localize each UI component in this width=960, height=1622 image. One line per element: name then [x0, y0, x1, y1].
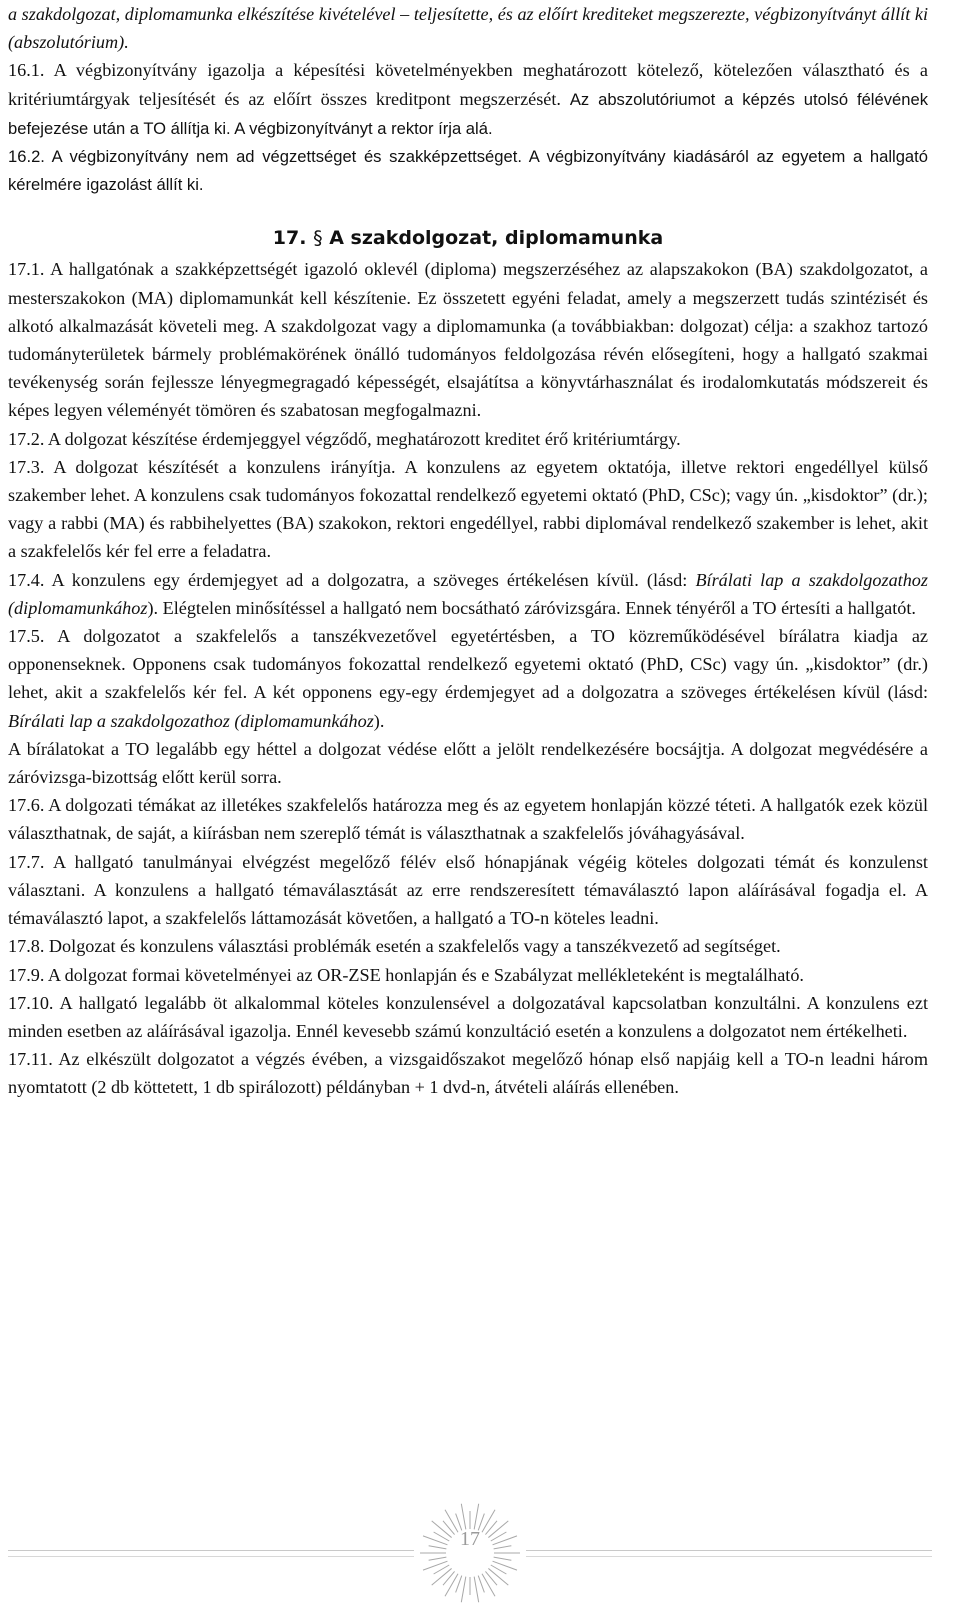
sunburst-ray [456, 1576, 462, 1593]
sunburst-ray [445, 1574, 458, 1597]
paragraph-17-3: 17.3. A dolgozat készítését a konzulens irányítja. A konzulens az egyetem oktatója, illetve rektori engedéllyel külső szakember lehet. A konzulens csak tudományos fokozattal rendelkező egyetemi oktató (PhD, CSc); vagy ún. „kisdoktor” (dr.); vagy a rabbi (MA) és rabbihelyettes (BA) szakokon, rektori engedéllyel, rabbi diplomával rendelkező szakember is lehet, akit a szakfelelős kér fel erre a feladatra. [8, 456, 928, 562]
paragraph-17-6: 17.6. A dolgozati témákat az illetékes szakfelelős határozza meg és az egyetem honlapján közzé téteti. A hallgatók ezek közül választhatnak, de saját, a kiírásban nem szereplő témát is választhatnak a szakfelelős jóváhagyásával. [8, 795, 928, 844]
paragraph-17-5-continued: A bírálatokat a TO legalább egy héttel a dolgozat védése előtt a jelölt rendelkezésére bocsájtja. A dolgozat megvédésére a záróvizsga-bizottság előtt kerül sorra. [8, 738, 928, 788]
sunburst-ray [488, 1568, 508, 1585]
paragraph-17-11: 17.11. Az elkészült dolgozatot a végzés évében, a vizsgaidőszakot megelőző hónap első napjáig kell a TO-n leadni három nyomtatott (2 db köttetett, 1 db spirálozott) példányban + 1 dvd-n, átvételi aláírás ellenében. [8, 1049, 928, 1098]
paragraph-17-1: 17.1. A hallgatónak a szakképzettségét igazoló oklevél (diploma) megszerzéséhez az alapszakokon (BA) szakdolgozatot, a mesterszakokon (MA) diplomamunkát kell készítenie. Ez összetett egyéni feladat, amely a megszerzett tudás szintézisét és alkotó alkalmazását követeli meg. A szakdolgozat vagy a diplomamunka (a továbbiakban: dolgozat) célja: a szakhoz tartozó tudományterületek bármely problémakörének önálló tudományos feldolgozása révén elősegíteni, hogy a hallgató szakmai tevékenység során fejlessze lényegmegragadó képességét, elsajátítsa a könyvtárhasználat és irodalomkutatás módszereit és képes legyen véleményét tömören és szabatosan megfogalmazni. [8, 259, 928, 421]
page-number-sunburst-icon [420, 1498, 520, 1608]
footer-rule-right [526, 1550, 932, 1551]
paragraph-16-1-part-a: 16.1. A végbizonyítvány igazolja a képesítési követelményekben meghatározott kötelező, kötelezően választható és a kritériumtárgyak teljesítését és az előírt összes kreditpont megszerzését. [8, 60, 928, 109]
paragraph-17-4-part-a: 17.4. A konzulens egy érdemjegyet ad a dolgozatra, a szöveges értékelésen kívül. (lásd: [8, 569, 696, 590]
sunburst-ray [432, 1568, 452, 1585]
paragraph-17-5-part-b: ). [373, 710, 385, 731]
paragraph-17-5-part-a: 17.5. A dolgozatot a szakfelelős a tanszékvezetővel egyetértésben, a TO közreműködésével bírálatra kiadja az opponenseknek. Opponens csak tudományos fokozattal rendelkező egyetemi oktató (PhD, CSc) vagy ún. „kisdoktor” (dr.) lehet, akit a szakfelelős kér fel. A két opponens egy-egy érdemjegyet ad a dolgozatra a szöveges értékelésen kívül (lásd: [8, 626, 928, 703]
paragraph-17-7: 17.7. A hallgató tanulmányai elvégzést megelőző félév első hónapjának végéig köteles dolgozati témát és konzulenst választani. A konzulens a hallgató témaválasztását az erre rendszeresített témaválasztó lapon aláírásával fogadja el. A témaválasztó lapot, a szakfelelős láttamozását követően, a hallgató a TO-n köteles leadni. [8, 851, 928, 929]
paragraph-17-5-form-title: Bírálati lap a szakdolgozathoz (diplomamunkához [8, 710, 374, 731]
section-title: A szakdolgozat, diplomamunka [329, 227, 664, 250]
page-footer [8, 1498, 932, 1608]
sunburst-ray [429, 1557, 447, 1560]
sunburst-ray [478, 1576, 484, 1593]
section-symbol: § [313, 227, 323, 250]
footer-rule-left-thin [8, 1556, 414, 1557]
paragraph-16-2: 16.2. A végbizonyítvány nem ad végzettséget és szakképzettséget. A végbizonyítvány kiadásáról az egyetem a hallgató kérelmére igazolást állít ki. [8, 147, 928, 195]
paragraph-17-9: 17.9. A dolgozat formai követelményei az OR-ZSE honlapján és e Szabályzat mellékleteként is megtalálható. [8, 964, 804, 985]
paragraph-17-4-part-b: ). Elégtelen minősítéssel a hallgató nem bocsátható záróvizsgára. Ennek tényéről a TO értesíti a hallgatót. [147, 597, 916, 618]
intro-paragraph-continued: a szakdolgozat, diplomamunka elkészítése kivételével – teljesítette, és az előírt krediteket megszerezte, végbizonyítványt állít ki (abszolutórium). [8, 4, 928, 53]
section-number: 17. [272, 227, 307, 250]
document-page [8, 0, 928, 1102]
sunburst-ray [494, 1557, 512, 1560]
sunburst-ray [474, 1577, 479, 1603]
paragraph-16-1-part-b: Az abszolutóriumot a képzés utolsó félévének befejezése után a TO állítja ki. A végbizonyítványt a rektor írja alá. [8, 89, 929, 138]
sunburst-ray [461, 1504, 466, 1530]
sunburst-ray [474, 1504, 479, 1530]
paragraph-17-8: 17.8. Dolgozat és konzulens választási problémák esetén a szakfelelős vagy a tanszékvezető ad segítséget. [8, 936, 781, 957]
section-heading [8, 221, 928, 255]
page-number: 17 [460, 1528, 480, 1550]
paragraph-17-4-form-title: Bírálati lap a szakdolgozathoz (diplomamunkához [8, 569, 928, 618]
sunburst-ray [482, 1574, 495, 1597]
paragraph-17-10: 17.10. A hallgató legalább öt alkalommal köteles konzulensével a dolgozatával kapcsolatban konzultálni. A konzulens ezt minden esetben az aláírásával igazolja. Ennél kevesebb számú konzultáció esetén a konzulens a dolgozatot nem értékelheti. [8, 992, 928, 1041]
paragraph-17-5 [8, 622, 928, 735]
sunburst-ray [493, 1561, 517, 1570]
sunburst-ray [423, 1561, 447, 1570]
sunburst-ray [461, 1577, 466, 1603]
footer-rule-left [8, 1550, 414, 1551]
paragraph-17-4 [8, 566, 928, 622]
paragraph-17-2: 17.2. A dolgozat készítése érdemjeggyel végződő, meghatározott kreditet érő kritériumtárgy. [8, 428, 681, 449]
paragraph-16-1 [8, 56, 928, 143]
footer-rule-right-thin [526, 1556, 932, 1557]
